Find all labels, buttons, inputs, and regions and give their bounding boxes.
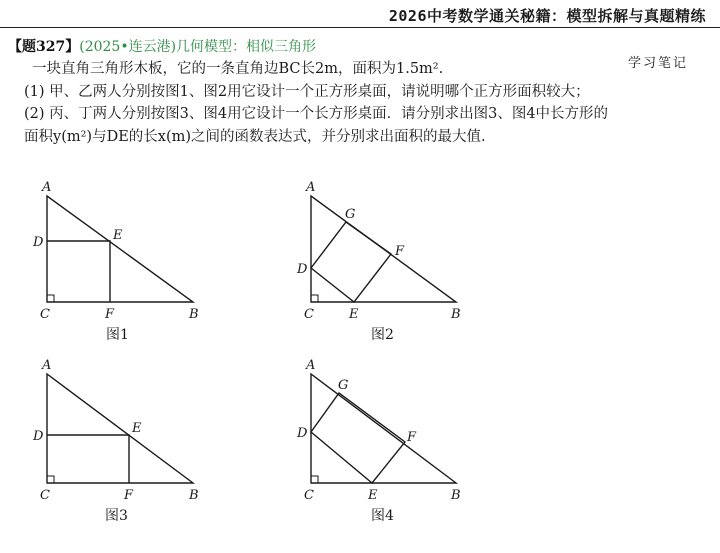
problem-intro: 一块直角三角形木板，它的一条直角边BC长2m，面积为1.5m².: [32, 61, 444, 77]
label-d: D: [297, 262, 308, 277]
figure-1: [32, 180, 199, 343]
inscribed-rectangle: [311, 393, 405, 483]
question-1: (1) 甲、乙两人分别按图1、图2用它设计一个正方形桌面，请说明哪个正方形面积较大；: [24, 83, 590, 100]
label-a: A: [306, 180, 316, 195]
label-g: G: [345, 207, 356, 222]
label-d: D: [33, 429, 44, 444]
figure-2: [296, 180, 461, 343]
label-f: F: [105, 307, 115, 322]
figures-area: [0, 170, 720, 553]
inscribed-square: [311, 222, 391, 302]
caption-figure-3: 图3: [105, 508, 128, 524]
label-c: C: [40, 488, 50, 503]
label-c: C: [40, 307, 50, 322]
label-b: B: [189, 488, 199, 503]
caption-figure-4: 图4: [371, 508, 394, 524]
label-e: E: [368, 488, 378, 503]
problem-heading: [8, 36, 316, 56]
triangle-abc: [47, 374, 193, 483]
label-e: E: [132, 421, 142, 436]
label-e: E: [349, 307, 359, 322]
study-notes-label: 学习笔记: [628, 56, 689, 71]
label-a: A: [42, 180, 52, 195]
label-b: B: [189, 307, 199, 322]
inscribed-rectangle: [47, 435, 129, 483]
label-c: C: [304, 488, 314, 503]
label-b: B: [451, 307, 461, 322]
label-d: D: [33, 235, 44, 250]
label-c: C: [304, 307, 314, 322]
figure-4: [296, 358, 461, 524]
label-a: A: [42, 358, 52, 373]
triangle-abc: [311, 374, 456, 483]
right-angle-mark: [311, 476, 318, 483]
right-angle-mark: [47, 476, 54, 483]
label-b: B: [451, 488, 461, 503]
figure-3: [32, 358, 199, 524]
caption-figure-1: 图1: [106, 327, 129, 343]
header-rule: [0, 27, 720, 28]
inscribed-square: [47, 241, 110, 302]
problem-source: (2025•连云港)几何模型：相似三角形: [79, 39, 317, 55]
label-a: A: [306, 358, 316, 373]
book-title: 2026中考数学通关秘籍：模型拆解与真题精练: [388, 7, 706, 25]
caption-figure-2: 图2: [371, 327, 394, 343]
label-d: D: [297, 426, 308, 441]
label-f: F: [124, 488, 134, 503]
label-f: F: [407, 430, 417, 445]
label-e: E: [113, 228, 123, 243]
problem-number: 【题327】: [8, 39, 80, 55]
right-angle-mark: [311, 295, 318, 302]
right-angle-mark: [47, 295, 54, 302]
page-header: [0, 0, 720, 30]
label-f: F: [395, 244, 405, 259]
triangle-abc: [47, 196, 193, 302]
problem-body: [24, 58, 620, 148]
question-2: (2) 丙、丁两人分别按图3、图4用它设计一个长方形桌面．请分别求出图3、图4中长方形的面积y(m²)与DE的长x(m)之间的函数表达式，并分别求出面积的最大值.: [24, 106, 609, 145]
label-g: G: [338, 378, 349, 393]
